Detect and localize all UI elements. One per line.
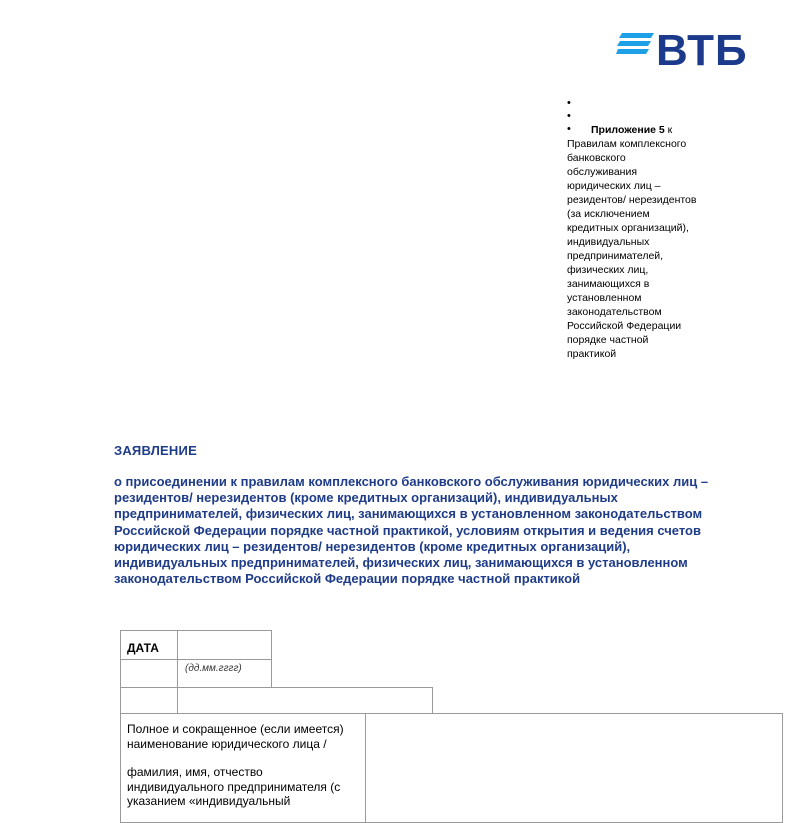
bullet-empty-1 bbox=[567, 97, 697, 110]
name-label-line2: фамилия, имя, отчество индивидуального предпринимателя (с указанием «индивидуальный bbox=[127, 765, 341, 808]
vtb-logo bbox=[616, 26, 748, 77]
spacer-cell-right bbox=[177, 687, 433, 714]
spacer-cell-left bbox=[120, 687, 178, 714]
document-subtitle: о присоединении к правилам комплексного банковского обслуживания юридических лиц – резидентов/ нерезидентов (кроме кредитных организаций), индивидуальных предпринимателей, физических лиц, занимающихся в установленном законодательством Российской Федерации порядке частной практикой, условиям открытия и ведения счетов юридических лиц – резидентов/ нерезидентов (кроме кредитных организаций), индивидуальных предпринимателей, физических лиц, занимающихся в установленном законодательством Российской Федерации порядке частной практикой bbox=[114, 474, 709, 587]
appendix-label-suffix: к bbox=[664, 124, 673, 136]
date-input[interactable] bbox=[177, 630, 272, 660]
bullet-appendix-label bbox=[567, 123, 697, 136]
vtb-logo-text: ВТБ bbox=[656, 26, 748, 75]
name-label-cell bbox=[120, 713, 366, 823]
name-label-gap bbox=[127, 751, 359, 765]
date-hint-spacer-cell bbox=[120, 659, 178, 688]
name-input[interactable] bbox=[365, 713, 783, 823]
appendix-body: Правилам комплексного банковского обслуживания юридических лиц – резидентов/ нерезидентов (за исключением кредитных организаций), индивидуальных предпринимателей, физических лиц, занимающихся в установленном законодательством Российской Федерации порядке частной практикой bbox=[567, 138, 697, 360]
vtb-logo-stripes-icon bbox=[616, 33, 654, 55]
date-label: ДАТА bbox=[127, 641, 159, 655]
bullet-1: • bbox=[567, 97, 571, 109]
date-hint-cell bbox=[177, 659, 272, 688]
bullet-2: • bbox=[567, 110, 571, 122]
date-label-cell bbox=[120, 630, 178, 660]
appendix-label: Приложение 5 bbox=[591, 124, 665, 136]
name-label-line1: Полное и сокращенное (если имеется) наименование юридического лица / bbox=[127, 722, 344, 751]
name-label bbox=[121, 714, 365, 809]
date-format-hint: (дд.мм.гггг) bbox=[185, 663, 242, 674]
appendix-note bbox=[567, 97, 697, 361]
document-title: ЗАЯВЛЕНИЕ bbox=[114, 443, 197, 458]
bullet-empty-2 bbox=[567, 110, 697, 123]
bullet-3: • bbox=[567, 123, 571, 135]
